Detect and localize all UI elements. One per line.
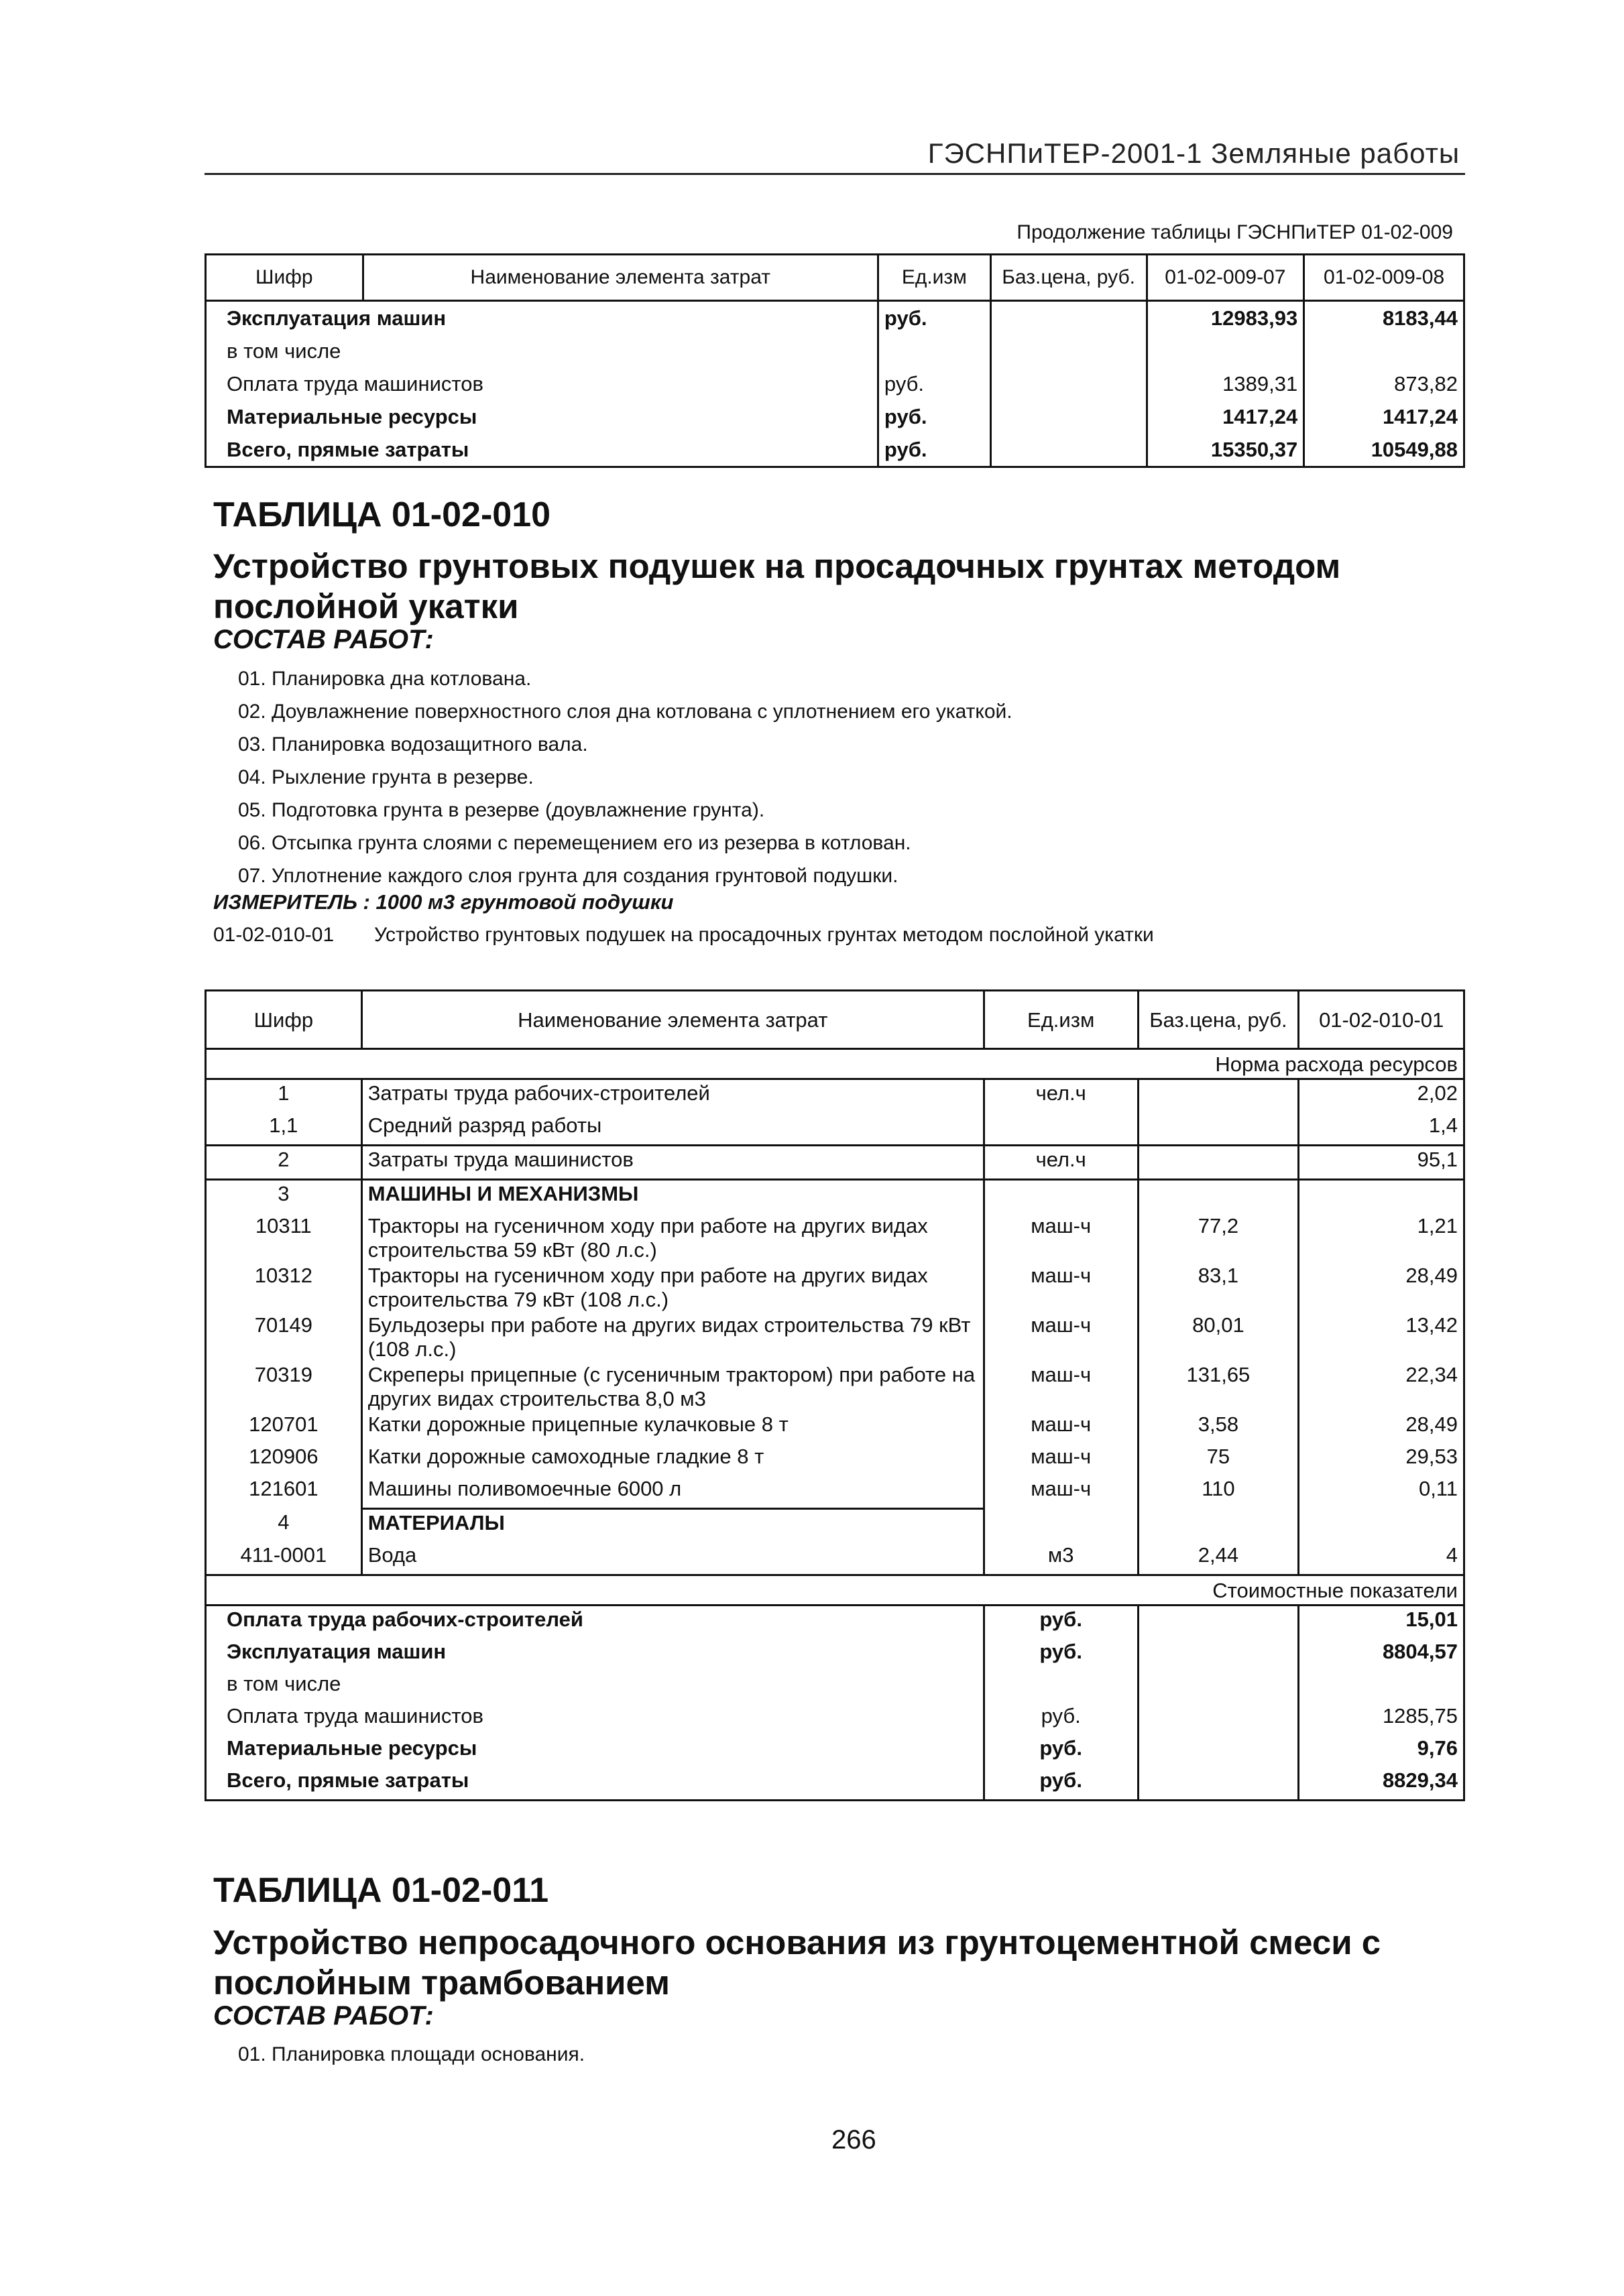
resource-norm: 1,4: [1299, 1112, 1464, 1146]
continuation-caption: Продолжение таблицы ГЭСНПиТЕР 01-02-009: [1017, 221, 1453, 243]
cost-item-unit: руб.: [878, 367, 990, 400]
resource-norm: 29,53: [1299, 1443, 1464, 1475]
cost-item-price: [990, 367, 1147, 400]
resource-code: 411-0001: [240, 1543, 327, 1567]
total-value: 8829,34: [1299, 1767, 1464, 1801]
resource-norm: 28,49: [1299, 1262, 1464, 1312]
resource-name: МАШИНЫ И МЕХАНИЗМЫ: [361, 1180, 984, 1213]
resource-code: 70149: [254, 1313, 312, 1337]
resource-name: МАТЕРИАЛЫ: [361, 1509, 984, 1543]
resource-price: 131,65: [1138, 1362, 1299, 1411]
table-subtitle-010: Устройство грунтовых подушек на просадочных грунтах методом послойной укатки: [213, 547, 1341, 625]
resource-name: Вода: [361, 1542, 984, 1575]
resource-price: [1138, 1180, 1299, 1213]
resource-price: 80,01: [1138, 1312, 1299, 1362]
resource-name: Скреперы прицепные (с гусеничным трактором) при работе на других видах строительства 8,0 м3: [361, 1362, 984, 1411]
total-row: [206, 1767, 1464, 1801]
resource-code: 3: [278, 1182, 290, 1205]
cost-item-name: Эксплуатация машин: [227, 306, 447, 330]
resource-unit: маш-ч: [984, 1312, 1138, 1362]
total-price: [1138, 1606, 1299, 1639]
resource-norm: [1299, 1509, 1464, 1543]
header-name: Наименование элемента затрат: [361, 991, 984, 1049]
cost-item-value-08: 8183,44: [1304, 301, 1464, 335]
resource-code: 4: [278, 1510, 290, 1534]
works-list-010: [238, 662, 1012, 892]
table-row: [206, 1180, 1464, 1213]
resource-unit: маш-ч: [984, 1411, 1138, 1443]
work-item: 07. Уплотнение каждого слоя грунта для создания грунтовой подушки.: [238, 865, 898, 887]
table-row: [206, 1443, 1464, 1475]
resource-unit: маш-ч: [984, 1475, 1138, 1509]
table-row: [206, 1312, 1464, 1362]
header-price: Баз.цена, руб.: [1138, 991, 1299, 1049]
resource-name: Катки дорожные самоходные гладкие 8 т: [361, 1443, 984, 1475]
cost-item-price: [990, 400, 1147, 433]
resource-unit: маш-ч: [984, 1443, 1138, 1475]
table-row: [206, 335, 1464, 367]
work-item: 03. Планировка водозащитного вала.: [238, 733, 588, 756]
header-col-07: 01-02-009-07: [1147, 255, 1304, 301]
total-value: [1299, 1671, 1464, 1703]
header-code: Шифр: [206, 991, 362, 1049]
table-row: [206, 433, 1464, 467]
resource-norm: 95,1: [1299, 1146, 1464, 1180]
cost-item-value-08: 1417,24: [1304, 400, 1464, 433]
cost-item-value-07: [1147, 335, 1304, 367]
total-name: Эксплуатация машин: [227, 1640, 447, 1663]
total-row: [206, 1671, 1464, 1703]
resource-price: [1138, 1146, 1299, 1180]
cost-item-name: Материальные ресурсы: [227, 404, 477, 428]
resource-unit: [984, 1180, 1138, 1213]
item-line: [213, 924, 1154, 947]
cost-item-name: Оплата труда машинистов: [227, 371, 483, 396]
total-name: Материальные ресурсы: [227, 1736, 477, 1760]
cost-table-009: [205, 253, 1465, 468]
resource-code: 120701: [249, 1412, 318, 1436]
cost-item-name: Всего, прямые затраты: [227, 437, 469, 461]
resource-name: Затраты труда рабочих-строителей: [361, 1079, 984, 1113]
header-code: Шифр: [206, 255, 363, 301]
cost-item-price: [990, 433, 1147, 467]
table-row: [206, 1475, 1464, 1509]
resource-unit: [984, 1112, 1138, 1146]
resource-norm: 28,49: [1299, 1411, 1464, 1443]
cost-item-value-08: 10549,88: [1304, 433, 1464, 467]
total-price: [1138, 1638, 1299, 1671]
total-price: [1138, 1767, 1299, 1801]
work-item: 04. Рыхление грунта в резерве.: [238, 766, 534, 788]
resource-code: 1,1: [269, 1113, 298, 1137]
total-value: 9,76: [1299, 1735, 1464, 1767]
cost-item-value-07: 1417,24: [1147, 400, 1304, 433]
resource-unit: чел.ч: [984, 1079, 1138, 1113]
resource-price: [1138, 1509, 1299, 1543]
table-row: [206, 400, 1464, 433]
resource-price: 110: [1138, 1475, 1299, 1509]
table-row: [206, 367, 1464, 400]
resource-norm: 22,34: [1299, 1362, 1464, 1411]
resource-code: 2: [206, 1146, 362, 1180]
work-item: 05. Подготовка грунта в резерве (доувлажнение грунта).: [238, 799, 765, 821]
work-item: 02. Доувлажнение поверхностного слоя дна котлована с уплотнением его укаткой.: [238, 701, 1012, 723]
cost-item-value-07: 12983,93: [1147, 301, 1304, 335]
table-row: [206, 1112, 1464, 1146]
works-heading-010: СОСТАВ РАБОТ:: [213, 625, 434, 654]
total-row: [206, 1606, 1464, 1639]
work-item: 06. Отсыпка грунта слоями с перемещением его из резерва в котлован.: [238, 832, 911, 854]
total-value: 15,01: [1299, 1606, 1464, 1639]
resource-name: Тракторы на гусеничном ходу при работе на других видах строительства 59 кВт (80 л.с.): [361, 1213, 984, 1262]
resource-norm: 2,02: [1299, 1079, 1464, 1113]
total-row: [206, 1735, 1464, 1767]
table-title-010: ТАБЛИЦА 01-02-010: [213, 495, 551, 534]
cost-item-unit: руб.: [878, 400, 990, 433]
resource-code: 121601: [249, 1477, 318, 1500]
cost-item-price: [990, 335, 1147, 367]
total-unit: руб.: [984, 1606, 1138, 1639]
table-row: [206, 1079, 1464, 1113]
header-name: Наименование элемента затрат: [363, 255, 878, 301]
cost-item-value-07: 1389,31: [1147, 367, 1304, 400]
resource-code: 70319: [254, 1363, 312, 1386]
table-header-row: [206, 991, 1464, 1049]
table-row: [206, 1146, 1464, 1180]
cost-item-value-07: 15350,37: [1147, 433, 1304, 467]
resource-norm: [1299, 1180, 1464, 1213]
total-unit: руб.: [984, 1767, 1138, 1801]
total-name: в том числе: [227, 1672, 341, 1695]
total-price: [1138, 1703, 1299, 1735]
table-title-011: ТАБЛИЦА 01-02-011: [213, 1871, 549, 1910]
resource-norm: 4: [1299, 1542, 1464, 1575]
header-col-01: 01-02-010-01: [1299, 991, 1464, 1049]
header-price: Баз.цена, руб.: [990, 255, 1147, 301]
resource-unit: маш-ч: [984, 1362, 1138, 1411]
table-row: [206, 1262, 1464, 1312]
cost-item-value-08: 873,82: [1304, 367, 1464, 400]
table-header-row: [206, 255, 1464, 301]
table-row: [206, 1411, 1464, 1443]
resource-unit: [984, 1509, 1138, 1543]
cost-item-value-08: [1304, 335, 1464, 367]
cost-item-name: в том числе: [227, 339, 341, 363]
resource-name: Машины поливомоечные 6000 л: [361, 1475, 984, 1509]
resource-price: 75: [1138, 1443, 1299, 1475]
total-unit: руб.: [984, 1703, 1138, 1735]
resource-name: Средний разряд работы: [361, 1112, 984, 1146]
resource-unit: маш-ч: [984, 1262, 1138, 1312]
resource-price: [1138, 1112, 1299, 1146]
header-unit: Ед.изм: [984, 991, 1138, 1049]
norma-row: [206, 1049, 1464, 1079]
resource-norm: 0,11: [1299, 1475, 1464, 1509]
works-heading-011: СОСТАВ РАБОТ:: [213, 2001, 434, 2031]
resource-price: 3,58: [1138, 1411, 1299, 1443]
total-unit: [984, 1671, 1138, 1703]
total-value: 1285,75: [1299, 1703, 1464, 1735]
resource-norm: 1,21: [1299, 1213, 1464, 1262]
total-name: Оплата труда рабочих-строителей: [227, 1608, 583, 1631]
resource-name: Тракторы на гусеничном ходу при работе на других видах строительства 79 кВт (108 л.с.): [361, 1262, 984, 1312]
norma-label: Норма расхода ресурсов: [206, 1049, 1464, 1079]
resource-unit: м3: [984, 1542, 1138, 1575]
total-row: [206, 1638, 1464, 1671]
resource-norm: 13,42: [1299, 1312, 1464, 1362]
table-row: [206, 1362, 1464, 1411]
resource-code: 120906: [249, 1445, 318, 1468]
works-list-011: [238, 2038, 585, 2071]
table-subtitle-011: Устройство непросадочного основания из грунтоцементной смеси с послойным трамбованием: [213, 1923, 1381, 2002]
cost-label-row: [206, 1575, 1464, 1606]
cost-item-unit: руб.: [878, 301, 990, 335]
cost-item-unit: руб.: [878, 433, 990, 467]
total-price: [1138, 1671, 1299, 1703]
cost-item-price: [990, 301, 1147, 335]
cost-item-unit: [878, 335, 990, 367]
total-unit: руб.: [984, 1735, 1138, 1767]
total-price: [1138, 1735, 1299, 1767]
total-name: Оплата труда машинистов: [227, 1704, 483, 1728]
item-code: 01-02-010-01: [213, 924, 335, 946]
header-unit: Ед.изм: [878, 255, 990, 301]
resource-code: 10311: [255, 1214, 312, 1237]
table-row: [206, 1213, 1464, 1262]
work-item: 01. Планировка дна котлована.: [238, 668, 532, 690]
table-row: [206, 301, 1464, 335]
resource-code: 1: [278, 1081, 290, 1105]
total-value: 8804,57: [1299, 1638, 1464, 1671]
resource-name: Затраты труда машинистов: [361, 1146, 984, 1180]
resource-code: 10312: [254, 1264, 312, 1287]
item-name: Устройство грунтовых подушек на просадочных грунтах методом послойной укатки: [374, 924, 1154, 946]
total-name: Всего, прямые затраты: [227, 1768, 469, 1792]
resource-price: 83,1: [1138, 1262, 1299, 1312]
cost-label: Стоимостные показатели: [206, 1575, 1464, 1606]
resource-price: 2,44: [1138, 1542, 1299, 1575]
resource-unit: чел.ч: [984, 1146, 1138, 1180]
resource-price: [1138, 1079, 1299, 1113]
resource-name: Катки дорожные прицепные кулачковые 8 т: [361, 1411, 984, 1443]
work-item: 01. Планировка площади основания.: [238, 2043, 585, 2065]
page-number: 266: [831, 2125, 876, 2155]
total-row: [206, 1703, 1464, 1735]
resource-name: Бульдозеры при работе на других видах строительства 79 кВт (108 л.с.): [361, 1312, 984, 1362]
header-rule: [205, 173, 1465, 175]
table-row: [206, 1542, 1464, 1575]
header-col-08: 01-02-009-08: [1304, 255, 1464, 301]
resource-price: 77,2: [1138, 1213, 1299, 1262]
total-unit: руб.: [984, 1638, 1138, 1671]
running-header: ГЭСНПиТЕР-2001-1 Земляные работы: [927, 137, 1460, 169]
measure-unit: ИЗМЕРИТЕЛЬ : 1000 м3 грунтовой подушки: [213, 890, 674, 914]
table-row: [206, 1509, 1464, 1543]
resource-table-010: [205, 989, 1465, 1801]
resource-unit: маш-ч: [984, 1213, 1138, 1262]
